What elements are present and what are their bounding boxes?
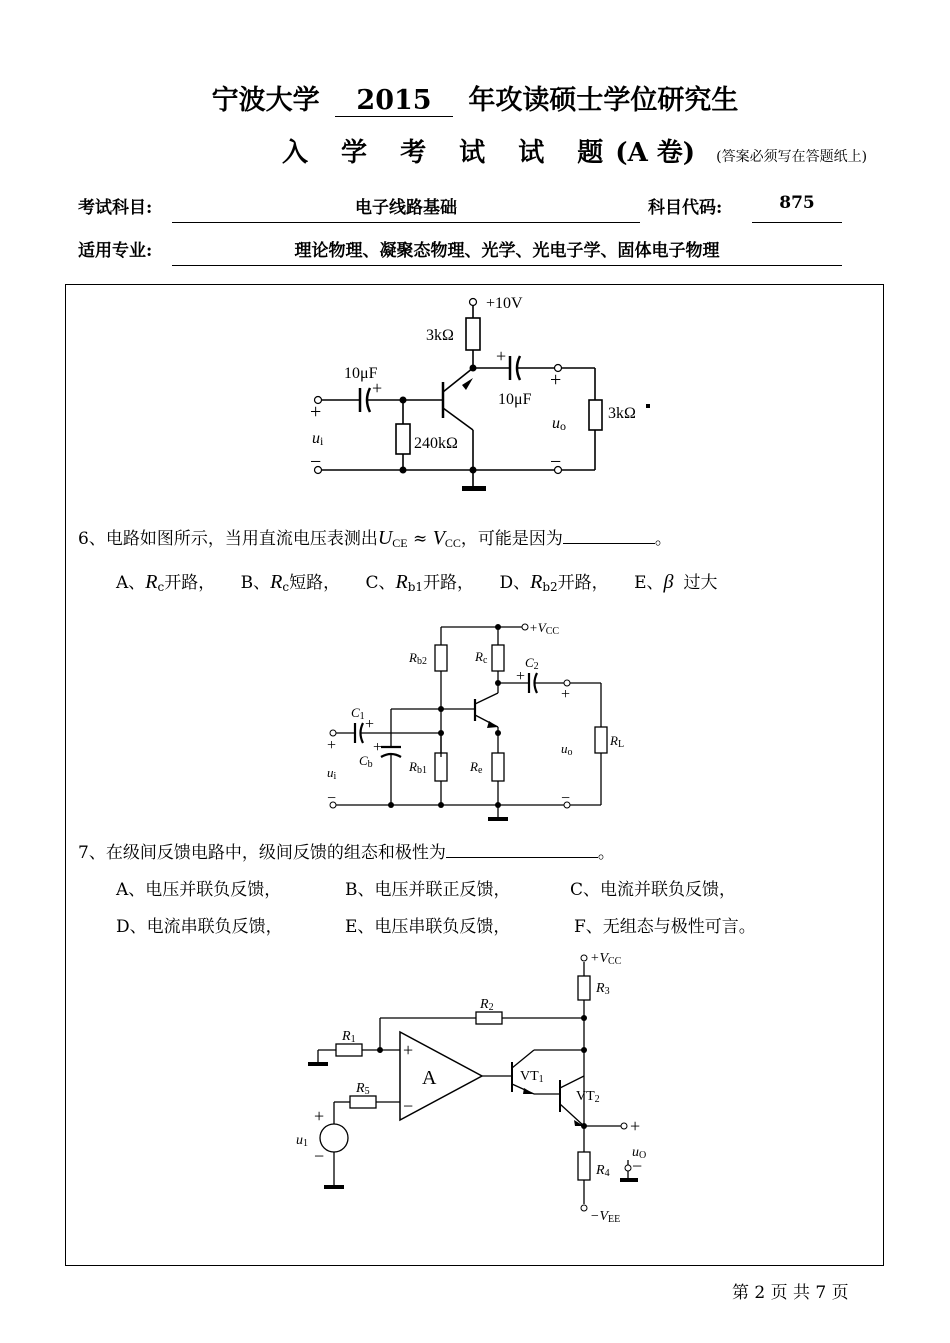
- question-6: [78, 524, 672, 551]
- code-label: 科目代码:: [648, 198, 723, 218]
- q6-option-e[interactable]: E、β 过大: [634, 571, 718, 593]
- c2-in-minus: −: [327, 790, 337, 807]
- circuit-3-diagram: [290, 942, 670, 1232]
- q6-uce: $U_{CE}$: [377, 527, 408, 550]
- c3-vee-label: −VEE: [590, 1209, 621, 1225]
- c2-out-minus: −: [561, 790, 571, 807]
- subject-value: 电子线路基础: [355, 198, 457, 218]
- exam-subtitle: [282, 132, 867, 169]
- vt1-label: VT1: [520, 1069, 544, 1085]
- q7-option-e[interactable]: E、电压串联负反馈，: [345, 917, 511, 937]
- answer-note: (答案必须写在答题纸上): [716, 149, 868, 165]
- c2-rb2-label: Rb2: [409, 650, 427, 667]
- c2-c1-label: C1: [351, 705, 365, 722]
- exam-year: 2015: [335, 85, 453, 117]
- subject-label: 考试科目:: [78, 198, 153, 218]
- c3-r5-label: R5: [356, 1081, 370, 1097]
- q6-option-a[interactable]: A、$R_c$开路，: [116, 571, 216, 594]
- q6-answer-blank[interactable]: [563, 543, 655, 544]
- opamp-label: A: [422, 1067, 437, 1089]
- university-name: 宁波大学: [211, 85, 320, 116]
- major-underline: [172, 265, 842, 266]
- c1-rc-label: 3kΩ: [426, 327, 454, 344]
- c1-in-plus: +: [310, 401, 322, 423]
- c1-rb-label: 240kΩ: [414, 435, 458, 452]
- c1-vcc-label: +10V: [486, 295, 523, 312]
- c2-rb1-label: Rb1: [409, 759, 427, 776]
- c1-uo-label: uo: [552, 415, 566, 433]
- major-label: 适用专业:: [78, 241, 153, 261]
- opamp-minus: −: [403, 1096, 414, 1116]
- code-underline: [752, 222, 842, 223]
- vt2-label: VT2: [576, 1089, 600, 1105]
- c3-r1-label: R1: [342, 1029, 356, 1045]
- q7-text: 7、在级间反馈电路中，级间反馈的组态和极性为: [78, 843, 446, 863]
- q7-option-c[interactable]: C、电流并联负反馈，: [570, 880, 737, 900]
- c2-vcc-label: +VCC: [529, 620, 560, 637]
- c2-rc-label: Rc: [475, 649, 488, 666]
- q6-text: 6、电路如图所示，当用直流电压表测出: [78, 529, 378, 549]
- c3-vcc-label: +VCC: [590, 951, 622, 967]
- c2-cb-label: Cb: [359, 753, 373, 770]
- c3-uo-label: uO: [632, 1145, 647, 1161]
- q7-option-f[interactable]: F、无组态与极性可言。: [574, 917, 756, 937]
- c2-out-plus: +: [561, 686, 571, 703]
- c2-c2-label: C2: [525, 655, 539, 672]
- c2-re-label: Re: [470, 759, 483, 776]
- q7-option-b[interactable]: B、电压并联正反馈，: [345, 880, 511, 900]
- c1-c2-plus: +: [496, 346, 507, 366]
- c2-in-plus: +: [327, 737, 337, 754]
- c3-r2-label: R2: [480, 997, 494, 1013]
- c1-in-minus: −: [310, 451, 322, 473]
- c2-c1-plus: +: [365, 716, 375, 733]
- question-7: [78, 838, 615, 863]
- uo-minus: −: [632, 1156, 643, 1176]
- c1-ui-label: ui: [312, 430, 324, 448]
- q6-text-b: ，可能是因为: [460, 529, 563, 549]
- c1-c1-plus: +: [372, 378, 383, 398]
- c1-out-minus: −: [550, 451, 562, 473]
- q6-option-d[interactable]: D、$R_{b2}$开路，: [499, 571, 609, 594]
- opamp-plus: +: [403, 1040, 414, 1060]
- code-value: 875: [779, 193, 815, 213]
- circuit-1-diagram: [300, 290, 660, 495]
- c2-c2-plus: +: [516, 668, 526, 685]
- c3-u1-label: u1: [296, 1133, 308, 1149]
- c1-c1-label: 10μF: [344, 365, 378, 382]
- q7-answer-blank[interactable]: [446, 857, 598, 858]
- c1-out-plus: +: [550, 369, 562, 391]
- q7-end: 。: [597, 843, 615, 863]
- subject-underline: [172, 222, 640, 223]
- u1-minus: −: [314, 1146, 325, 1166]
- c2-ui-label: ui: [327, 765, 337, 782]
- title-rest: 年攻读硕士学位研究生: [468, 85, 739, 116]
- u1-plus: +: [314, 1106, 325, 1126]
- q6-options: [116, 568, 717, 594]
- c2-uo-label: uo: [561, 741, 573, 758]
- circuit-2-diagram: [315, 615, 635, 825]
- q7-option-a[interactable]: A、电压并联负反馈，: [116, 880, 282, 900]
- exam-title: [0, 78, 950, 117]
- c1-c2-label: 10μF: [498, 391, 532, 408]
- c1-rl-label: 3kΩ: [608, 405, 636, 422]
- paper-version: (A 卷): [615, 138, 696, 168]
- c2-cb-plus: +: [373, 739, 383, 756]
- page-footer: 第 2 页 共 7 页: [732, 1283, 849, 1303]
- q6-vcc: $V_{CC}$: [432, 527, 461, 550]
- q6-option-c[interactable]: C、$R_{b1}$开路，: [365, 571, 475, 594]
- q6-approx: ≈: [413, 529, 428, 549]
- c3-r4-label: R4: [596, 1163, 610, 1179]
- major-value: 理论物理、凝聚态物理、光学、光电子学、固体电子物理: [294, 241, 720, 261]
- q6-option-b[interactable]: B、$R_c$短路，: [240, 571, 341, 594]
- q7-option-d[interactable]: D、电流串联负反馈，: [116, 917, 283, 937]
- c3-r3-label: R3: [596, 981, 610, 997]
- uo-plus: +: [630, 1116, 641, 1136]
- c2-rl-label: RL: [610, 733, 625, 750]
- subtitle-text: 入 学 考 试 试 题: [282, 138, 616, 168]
- q6-end: 。: [654, 529, 672, 549]
